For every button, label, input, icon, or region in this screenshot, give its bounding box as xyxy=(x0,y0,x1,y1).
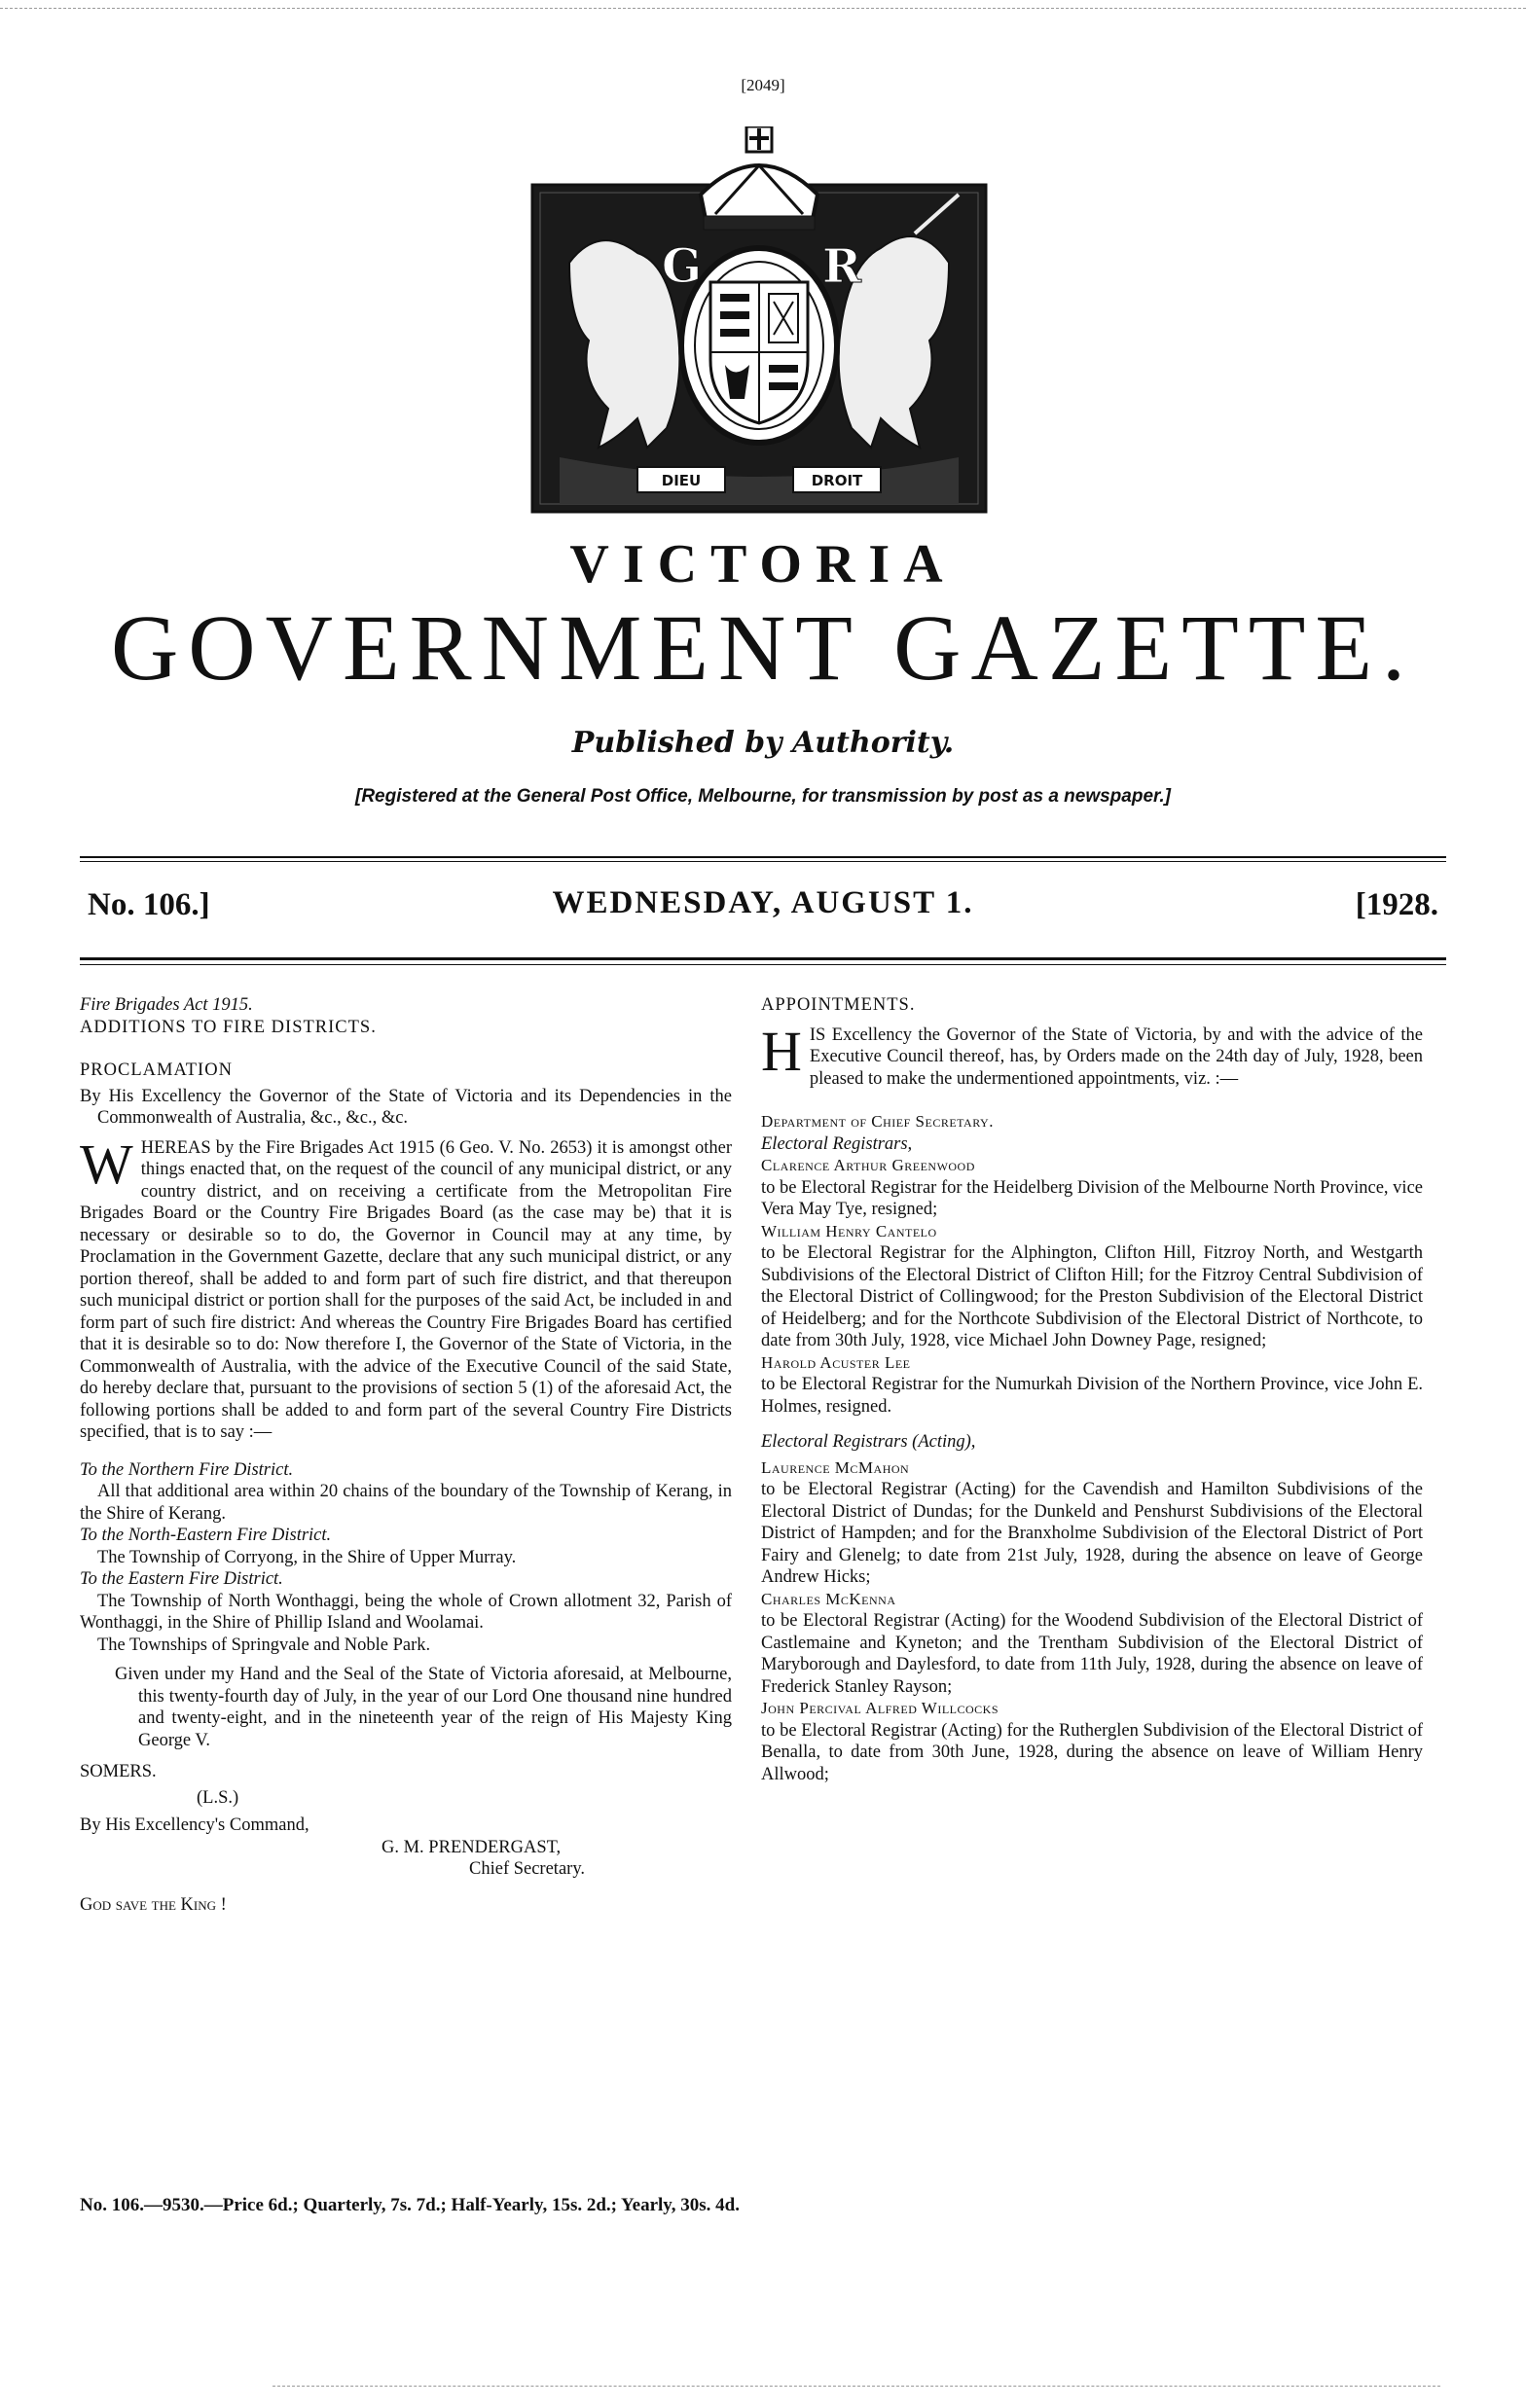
appointee-name: John Percival Alfred Willcocks xyxy=(761,1699,999,1717)
masthead-published: Published by Authority. xyxy=(571,726,955,760)
governor-signature: SOMERS. xyxy=(80,1762,157,1781)
electoral-registrars-heading: Electoral Registrars, xyxy=(761,1133,913,1154)
whereas-text: HEREAS by the Fire Brigades Act 1915 (6 Geo. V. No. 2653) it is amongst other things enacted that, on the request of the council of any municipal district, or any country district, and on receiving a certificate from the Metropolitan Fire Brigades Board or the Country Fire Brigades Board (as the case may be) that it is necessary or desirable so to do, the Governor in Council may at any time, by Proclamation in the Government Gazette, declare that any such municipal district, or any portion thereof, shall be added to and form part of such fire district, and that thereupon such municipal district or portion shall for the purposes of the said Act, be included in and form part of such fire district: And whereas the Country Fire Brigades Board has certified that it is desirable so to do: Now therefore I, the Governor of the State of Victoria, in the Commonwealth of Australia, with the advice of the Executive Council of the said State, do hereby declare that, pursuant to the provisions of section 5 (1) of the aforesaid Act, the following portions shall be added to and form part of the several Country Fire Districts specified, that is to say :— xyxy=(80,1137,732,1442)
coat-of-arms-icon xyxy=(530,126,988,516)
appointment-text: to be Electoral Registrar (Acting) for the Cavendish and Hamilton Subdivisions of the Electoral District of Dundas; for the Dunkeld and Penshurst Subdivisions of the Electoral District of Hampden; and for the Branxholme Subdivision of the Electoral District of Port Fairy and Glenelg; to date from 21st July, 1928, during the absence on leave of George Andrew Hicks; xyxy=(761,1480,1423,1587)
appointments-heading: APPOINTMENTS. xyxy=(761,995,916,1015)
issue-date: WEDNESDAY, AUGUST 1. xyxy=(552,885,974,920)
bottom-scan-edge xyxy=(272,2386,1440,2389)
appointee-name: Harold Acuster Lee xyxy=(761,1352,911,1372)
motto-right: DROIT xyxy=(811,472,863,489)
appointment-text: to be Electoral Registrar (Acting) for the Woodend Subdivision of the Electoral District of Castlemaine and Kyneton; and the Trentham Subdivision of the Electoral District of Maryborough and Daylesford, to date from 11th July, 1928, during the absence on leave of Frederick Stanley Rayson; xyxy=(761,1611,1423,1697)
appointment-text: to be Electoral Registrar (Acting) for the Rutherglen Subdivision of the Electoral District of Benalla, to date from 30th June, 1928, during the absence on leave of William Henry Allwood; xyxy=(761,1720,1423,1784)
appointee-name: Clarence Arthur Greenwood xyxy=(761,1156,975,1174)
chief-secretary-title: Chief Secretary. xyxy=(469,1859,585,1879)
issue-number: No. 106.] xyxy=(88,887,210,922)
given-under-hand: Given under my Hand and the Seal of the State of Victoria aforesaid, at Melbourne, this twenty-fourth day of July, in the year of our Lord One thousand nine hundred and twenty-eight, and in the nineteenth year of the reign of His Majesty King George V. xyxy=(115,1665,732,1750)
issue-year: [1928. xyxy=(1355,887,1438,922)
masthead-rule-bottom-thin xyxy=(80,964,1446,965)
chief-secretary-name: G. M. PRENDERGAST, xyxy=(382,1837,562,1857)
appointee-name: William Henry Cantelo xyxy=(761,1221,937,1240)
masthead-rule-top-thin xyxy=(80,861,1446,862)
electoral-registrars-acting-heading: Electoral Registrars (Acting), xyxy=(761,1432,976,1452)
price-footer: No. 106.—9530.—Price 6d.; Quarterly, 7s. 7d.; Half-Yearly, 15s. 2d.; Yearly, 30s. 4d. xyxy=(80,2195,740,2215)
command-line: By His Excellency's Command, xyxy=(80,1815,309,1835)
motto-left: DIEU xyxy=(661,472,702,489)
god-save-the-king: God save the King ! xyxy=(80,1894,227,1915)
appointee-name: Charles McKenna xyxy=(761,1589,896,1608)
intro-text: IS Excellency the Governor of the State of Victoria, by and with the advice of the Executive Council thereof, has, by Orders made on the 24th day of July, 1928, been pleased to make the undermentioned appointments, viz. :— xyxy=(809,1024,1423,1089)
north-eastern-text: The Township of Corryong, in the Shire of Upper Murray. xyxy=(97,1547,517,1567)
eastern-text-2: The Townships of Springvale and Noble Park. xyxy=(97,1635,431,1655)
appointments-intro xyxy=(761,1019,1423,1091)
masthead-rule-top xyxy=(80,856,1446,858)
by-his-excellency: By His Excellency the Governor of the State of Victoria and its Dependencies in the Commonwealth of Australia, &c., &c., &c. xyxy=(80,1086,732,1128)
northern-text: All that additional area within 20 chains of the boundary of the Township of Kerang, in the Shire of Kerang. xyxy=(80,1482,732,1524)
left-column xyxy=(80,983,732,1916)
eastern-heading: To the Eastern Fire District. xyxy=(80,1569,283,1589)
top-scan-edge xyxy=(0,0,1526,9)
crest-initial-right: R xyxy=(822,239,861,294)
masthead-state: VICTORIA xyxy=(569,534,957,594)
appointment-text: to be Electoral Registrar for the Heidelberg Division of the Melbourne North Province, vice Vera May Tye, resigned; xyxy=(761,1177,1423,1219)
eastern-text-1: The Township of North Wonthaggi, being the whole of Crown allotment 32, Parish of Wonthaggi, in the Shire of Phillip Island and Woolamai. xyxy=(80,1591,732,1633)
masthead-registered: [Registered at the General Post Office, Melbourne, for transmission by post as a newspaper.] xyxy=(355,786,1171,807)
crest-initial-left: G xyxy=(662,239,702,294)
north-eastern-heading: To the North-Eastern Fire District. xyxy=(80,1526,332,1545)
right-column xyxy=(761,983,1423,1785)
appointment-text: to be Electoral Registrar for the Numurkah Division of the Northern Province, vice John E. Holmes, resigned. xyxy=(761,1375,1423,1417)
page-number: [2049] xyxy=(741,76,785,94)
masthead-rule-bottom xyxy=(80,957,1446,960)
whereas-paragraph xyxy=(80,1132,732,1444)
royal-coat-of-arms xyxy=(530,126,988,516)
drop-cap: W xyxy=(80,1132,133,1196)
section-heading: ADDITIONS TO FIRE DISTRICTS. xyxy=(80,1017,377,1037)
drop-cap: H xyxy=(761,1019,802,1083)
act-title: Fire Brigades Act 1915. xyxy=(80,995,253,1015)
proclamation-heading: PROCLAMATION xyxy=(80,1060,233,1080)
appointee-name: Laurence McMahon xyxy=(761,1457,910,1477)
appointment-text: to be Electoral Registrar for the Alphington, Clifton Hill, Fitzroy North, and Westgarth Subdivisions of the Electoral District of Clifton Hill; for the Fitzroy Central Subdivision of the Electoral District of Collingwood; for the Preston Subdivision of the Electoral District of Heidelberg; and for the Northcote Subdivision of the Electoral District of Northcote, to date from 30th July, 1928, vice Michael John Downey Page, resigned; xyxy=(761,1243,1423,1350)
department-heading: Department of Chief Secretary. xyxy=(761,1112,994,1131)
seal-mark: (L.S.) xyxy=(197,1787,239,1808)
masthead-title: GOVERNMENT GAZETTE. xyxy=(110,595,1416,700)
northern-heading: To the Northern Fire District. xyxy=(80,1459,294,1480)
